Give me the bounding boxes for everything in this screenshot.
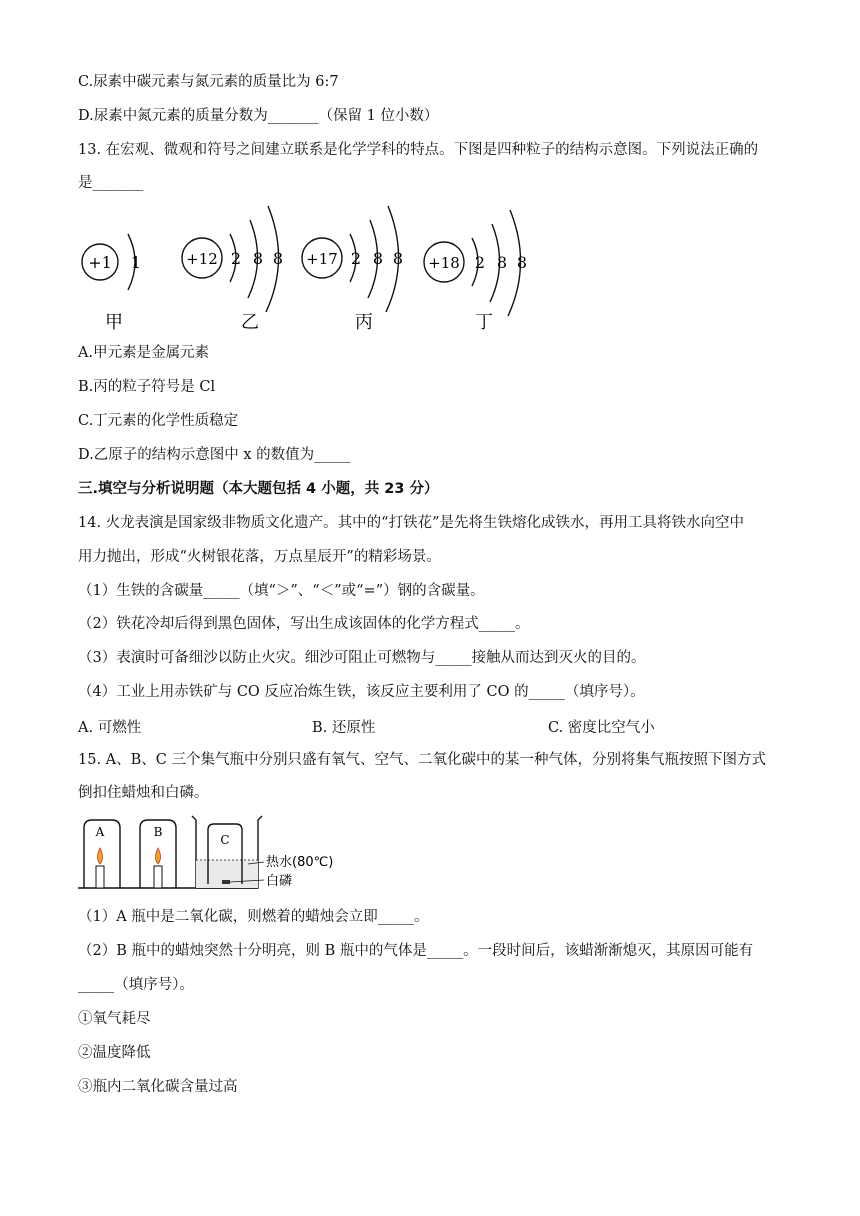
atom-yi-shell-1: 2 [230, 249, 242, 268]
atom-structure-diagram [78, 200, 538, 340]
atom-bing-shell-2: 8 [372, 249, 384, 268]
atom-ding-shell-1: 2 [474, 253, 486, 272]
q14-stem-line2: 用力抛出，形成“火树银花落，万点星辰开”的精彩场景。 [78, 549, 441, 565]
atom-jia-nucleus: +1 [88, 253, 112, 272]
q14-sub-2: （2）铁花冷却后得到黑色固体，写出生成该固体的化学方程式_____。 [78, 616, 530, 632]
q13-option-c: C.丁元素的化学性质稳定 [78, 413, 239, 429]
atom-jia [82, 234, 141, 333]
q14-options [78, 716, 778, 736]
q15-stem-line1: 15. A、B、C 三个集气瓶中分别只盛有氧气、空气、二氧化碳中的某一种气体，分别将集气瓶按照下图方式 [78, 752, 766, 768]
q15-sub-2-line1: （2）B 瓶中的蜡烛突然十分明亮，则 B 瓶中的气体是_____。一段时间后，该蜡渐渐熄灭，其原因可能有 [78, 943, 754, 959]
white-phosphorus-mark [222, 880, 230, 884]
q12-option-c: C.尿素中碳元素与氮元素的质量比为 6:7 [78, 74, 339, 90]
atom-yi-nucleus: +12 [186, 250, 218, 268]
atom-ding [424, 210, 527, 333]
gas-jar-apparatus [78, 814, 378, 896]
q15-choice-3: ③瓶内二氧化碳含量过高 [78, 1079, 238, 1095]
atom-yi-shell-3: 8 [272, 249, 284, 268]
atom-ding-label: 丁 [475, 312, 493, 333]
atom-bing-nucleus: +17 [306, 250, 338, 268]
q12-option-d: D.尿素中氮元素的质量分数为_______（保留 1 位小数） [78, 108, 439, 124]
q14-sub-4: （4）工业上用赤铁矿与 CO 反应冶炼生铁，该反应主要利用了 CO 的_____（填序号）。 [78, 684, 645, 700]
q15-sub-2-line2: _____（填序号）。 [78, 977, 194, 993]
beaker-c [192, 816, 333, 889]
jar-c-label: C [220, 833, 230, 847]
atom-bing-label: 丙 [355, 312, 373, 333]
atom-yi-shell-2: 8 [252, 249, 264, 268]
candle-flame-a [98, 848, 103, 864]
jar-a-label: A [95, 825, 105, 839]
q13-option-b: B.丙的粒子符号是 Cl [78, 379, 216, 395]
atom-yi [182, 206, 283, 333]
q15-choice-1: ①氧气耗尽 [78, 1011, 151, 1027]
candle-flame-b [156, 848, 161, 864]
q13-option-a: A.甲元素是金属元素 [78, 345, 210, 361]
q15-choice-2: ②温度降低 [78, 1045, 151, 1061]
q13-stem-line2: 是_______ [78, 175, 144, 191]
white-phosphorus-label: 白磷 [266, 874, 293, 889]
hot-water-label: 热水(80℃) [266, 855, 334, 870]
q14-sub-3: （3）表演时可备细沙以防止火灾。细沙可阻止可燃物与_____接触从而达到灭火的目的。 [78, 650, 646, 666]
q14-option-a: A. 可燃性 [78, 720, 142, 736]
q15-stem-line2: 倒扣住蜡烛和白磷。 [78, 785, 209, 801]
q13-stem-line1: 13. 在宏观、微观和符号之间建立联系是化学学科的特点。下图是四种粒子的结构示意图。下列说法正确的 [78, 142, 759, 158]
section-3-heading: 三.填空与分析说明题（本大题包括 4 小题，共 23 分） [78, 481, 439, 497]
atom-bing [302, 206, 403, 333]
q15-sub-1: （1）A 瓶中是二氧化碳，则燃着的蜡烛会立即_____。 [78, 909, 429, 925]
atom-ding-nucleus: +18 [428, 254, 460, 272]
jar-a [84, 820, 120, 888]
atom-bing-shell-1: 2 [350, 249, 362, 268]
q13-option-d: D.乙原子的结构示意图中 x 的数值为_____ [78, 447, 351, 463]
atom-yi-label: 乙 [241, 312, 259, 333]
q14-stem-line1: 14. 火龙表演是国家级非物质文化遗产。其中的“打铁花”是先将生铁熔化成铁水，再用工具将铁水向空中 [78, 515, 744, 531]
atom-bing-shell-3: 8 [392, 249, 404, 268]
atom-ding-shell-2: 8 [496, 253, 508, 272]
atom-ding-shell-3: 8 [516, 253, 528, 272]
q14-option-c: C. 密度比空气小 [548, 720, 655, 736]
atom-jia-label: 甲 [105, 312, 123, 333]
jar-b [140, 820, 176, 888]
q14-sub-1: （1）生铁的含碳量_____（填“＞”、“＜”或“=”）钢的含碳量。 [78, 583, 485, 599]
jar-b-label: B [153, 825, 163, 839]
q14-option-b: B. 还原性 [312, 720, 376, 736]
atom-jia-shell-1: 1 [130, 253, 142, 272]
